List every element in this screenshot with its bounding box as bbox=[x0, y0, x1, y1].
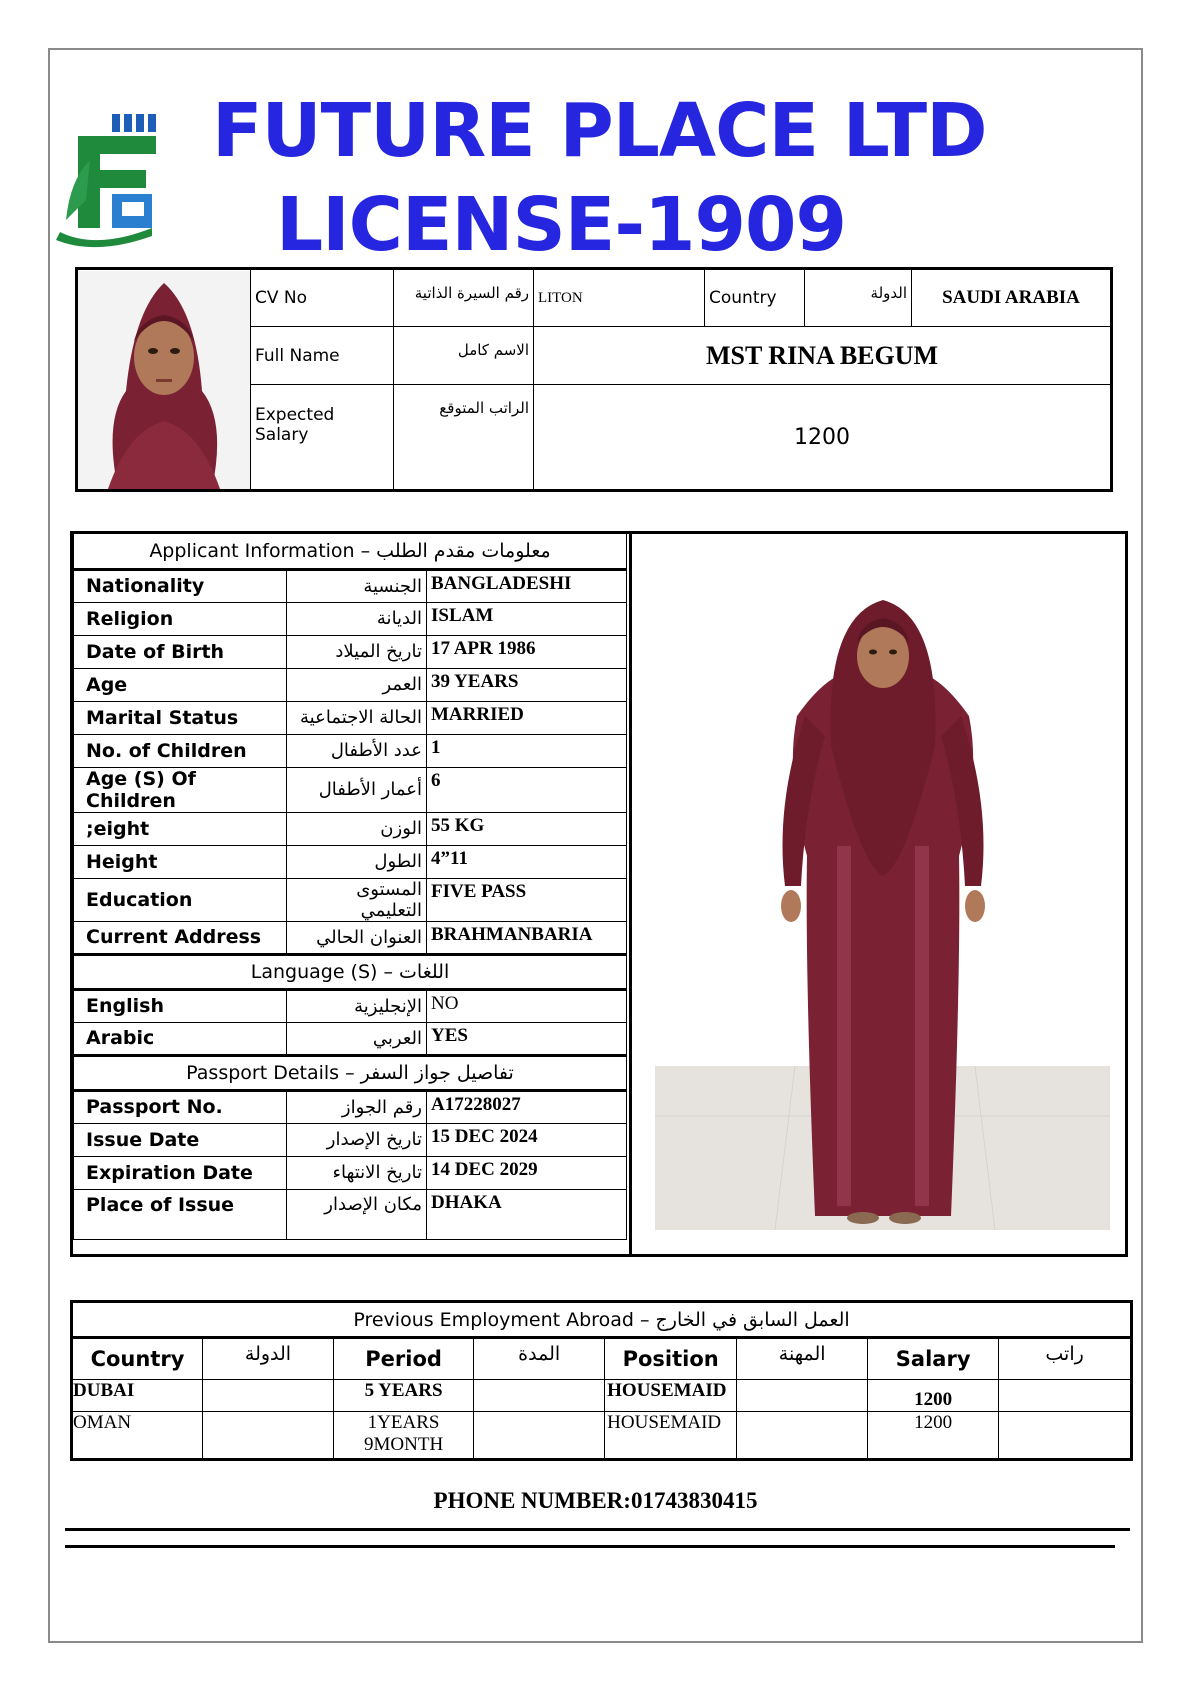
issue-date-label: Issue Date bbox=[74, 1123, 287, 1156]
languages-title: Language (S) – اللغات bbox=[74, 954, 627, 989]
table-row bbox=[74, 569, 627, 602]
full-body-photo-panel bbox=[629, 534, 1128, 1254]
english-label-ar: الإنجليزية bbox=[287, 989, 427, 1022]
religion-label: Religion bbox=[74, 602, 287, 635]
emp-position: HOUSEMAID bbox=[605, 1412, 737, 1460]
place-of-issue-label-ar: مكان الإصدار bbox=[287, 1189, 427, 1239]
passport-no-label-ar: رقم الجواز bbox=[287, 1090, 427, 1123]
religion-value: ISLAM bbox=[427, 602, 627, 635]
company-license: LICENSE-1909 bbox=[276, 182, 846, 268]
emp-period: 1YEARS 9MONTH bbox=[334, 1412, 474, 1460]
arabic-label-ar: العربي bbox=[287, 1022, 427, 1055]
expiration-date-label-ar: تاريخ الانتهاء bbox=[287, 1156, 427, 1189]
table-row bbox=[74, 1123, 627, 1156]
applicant-photo bbox=[78, 271, 250, 489]
emp-salary: 1200 bbox=[868, 1380, 999, 1412]
education-label: Education bbox=[74, 878, 287, 921]
children-age-label-ar: أعمار الأطفال bbox=[287, 767, 427, 812]
issue-date-value: 15 DEC 2024 bbox=[427, 1123, 627, 1156]
marital-status-label: Marital Status bbox=[74, 701, 287, 734]
col-period: Period bbox=[334, 1338, 474, 1380]
education-value: FIVE PASS bbox=[427, 878, 627, 921]
passport-no-label: Passport No. bbox=[74, 1090, 287, 1123]
place-of-issue-value: DHAKA bbox=[427, 1189, 627, 1239]
table-row bbox=[74, 734, 627, 767]
table-row bbox=[74, 812, 627, 845]
dob-label: Date of Birth bbox=[74, 635, 287, 668]
marital-status-value: MARRIED bbox=[427, 701, 627, 734]
phone-number: PHONE NUMBER:01743830415 bbox=[433, 1488, 758, 1513]
country-label-ar: الدولة bbox=[805, 269, 912, 327]
country-value: SAUDI ARABIA bbox=[912, 269, 1112, 327]
applicant-info-title: Applicant Information – معلومات مقدم الطلب bbox=[74, 534, 627, 569]
full-name-label: Full Name bbox=[251, 327, 394, 385]
table-row bbox=[74, 701, 627, 734]
applicant-photo-cell bbox=[77, 269, 251, 491]
table-row bbox=[74, 1156, 627, 1189]
emp-period: 5 YEARS bbox=[334, 1380, 474, 1412]
divider bbox=[65, 1545, 1115, 1548]
children-age-value: 6 bbox=[427, 767, 627, 812]
children-age-label: Age (S) Of Children bbox=[74, 767, 287, 812]
age-label-ar: العمر bbox=[287, 668, 427, 701]
religion-label-ar: الديانة bbox=[287, 602, 427, 635]
children-value: 1 bbox=[427, 734, 627, 767]
salary-label-ar: الراتب المتوقع bbox=[394, 385, 534, 491]
col-position: Position bbox=[605, 1338, 737, 1380]
english-label: English bbox=[74, 989, 287, 1022]
table-row bbox=[72, 1380, 1132, 1412]
table-row bbox=[74, 767, 627, 812]
employment-table bbox=[70, 1300, 1133, 1461]
expiration-date-label: Expiration Date bbox=[74, 1156, 287, 1189]
table-row bbox=[74, 878, 627, 921]
table-row bbox=[74, 1189, 627, 1239]
height-value: 4”11 bbox=[427, 845, 627, 878]
address-label: Current Address bbox=[74, 921, 287, 954]
table-row bbox=[74, 1090, 627, 1123]
marital-status-label-ar: الحالة الاجتماعية bbox=[287, 701, 427, 734]
height-label: Height bbox=[74, 845, 287, 878]
cv-no-value: LITON bbox=[534, 269, 705, 327]
company-logo bbox=[56, 110, 166, 250]
table-row bbox=[74, 921, 627, 954]
header-table bbox=[75, 267, 1113, 492]
english-value: NO bbox=[427, 989, 627, 1022]
age-value: 39 YEARS bbox=[427, 668, 627, 701]
table-row bbox=[74, 635, 627, 668]
country-label: Country bbox=[705, 269, 805, 327]
table-row bbox=[74, 845, 627, 878]
divider bbox=[65, 1528, 1130, 1531]
passport-no-value: A17228027 bbox=[427, 1090, 627, 1123]
table-row bbox=[74, 668, 627, 701]
applicant-info-box bbox=[70, 531, 1128, 1257]
emp-position: HOUSEMAID bbox=[605, 1380, 737, 1412]
nationality-value: BANGLADESHI bbox=[427, 569, 627, 602]
col-position-ar: المهنة bbox=[737, 1338, 868, 1380]
table-row bbox=[74, 1022, 627, 1055]
dob-value: 17 APR 1986 bbox=[427, 635, 627, 668]
table-row bbox=[74, 602, 627, 635]
weight-label-ar: الوزن bbox=[287, 812, 427, 845]
employment-title: Previous Employment Abroad – العمل السابق في الخارج bbox=[72, 1302, 1132, 1338]
col-period-ar: المدة bbox=[474, 1338, 605, 1380]
table-row bbox=[74, 989, 627, 1022]
full-name-label-ar: الاسم كامل bbox=[394, 327, 534, 385]
salary-label: Expected Salary bbox=[251, 385, 394, 491]
applicant-info-table bbox=[73, 534, 627, 1240]
dob-label-ar: تاريخ الميلاد bbox=[287, 635, 427, 668]
education-label-ar: المستوى التعليمي bbox=[287, 878, 427, 921]
full-body-photo bbox=[655, 556, 1110, 1230]
weight-label: ;eight bbox=[74, 812, 287, 845]
arabic-label: Arabic bbox=[74, 1022, 287, 1055]
cv-no-label: CV No bbox=[251, 269, 394, 327]
expiration-date-value: 14 DEC 2029 bbox=[427, 1156, 627, 1189]
nationality-label: Nationality bbox=[74, 569, 287, 602]
address-value: BRAHMANBARIA bbox=[427, 921, 627, 954]
full-name-value: MST RINA BEGUM bbox=[534, 327, 1112, 385]
col-country: Country bbox=[72, 1338, 203, 1380]
table-row bbox=[72, 1412, 1132, 1460]
emp-country: DUBAI bbox=[72, 1380, 203, 1412]
col-salary-ar: راتب bbox=[999, 1338, 1132, 1380]
weight-value: 55 KG bbox=[427, 812, 627, 845]
passport-title: Passport Details – تفاصيل جواز السفر bbox=[74, 1055, 627, 1090]
company-name: FUTURE PLACE LTD bbox=[212, 88, 987, 174]
expected-salary-value: 1200 bbox=[534, 385, 1112, 491]
arabic-value: YES bbox=[427, 1022, 627, 1055]
children-label-ar: عدد الأطفال bbox=[287, 734, 427, 767]
height-label-ar: الطول bbox=[287, 845, 427, 878]
cv-no-label-ar: رقم السيرة الذاتية bbox=[394, 269, 534, 327]
age-label: Age bbox=[74, 668, 287, 701]
place-of-issue-label: Place of Issue bbox=[74, 1189, 287, 1239]
col-salary: Salary bbox=[868, 1338, 999, 1380]
children-label: No. of Children bbox=[74, 734, 287, 767]
col-country-ar: الدولة bbox=[203, 1338, 334, 1380]
address-label-ar: العنوان الحالي bbox=[287, 921, 427, 954]
emp-salary: 1200 bbox=[868, 1412, 999, 1460]
nationality-label-ar: الجنسية bbox=[287, 569, 427, 602]
emp-country: OMAN bbox=[72, 1412, 203, 1460]
issue-date-label-ar: تاريخ الإصدار bbox=[287, 1123, 427, 1156]
